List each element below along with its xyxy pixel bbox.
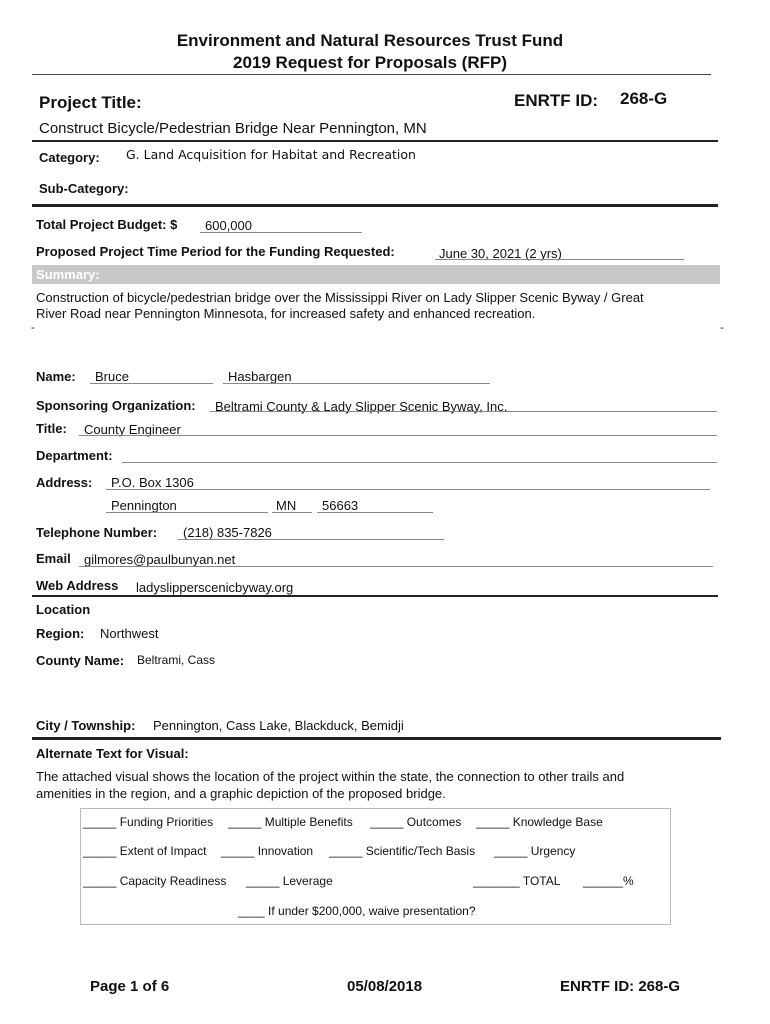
- score-urgency: _____ Urgency: [494, 844, 576, 858]
- score-scientific-basis: _____ Scientific/Tech Basis: [329, 844, 476, 858]
- county-label: County Name:: [36, 653, 125, 668]
- summary-marker-left: -: [31, 322, 35, 334]
- state-value: MN: [276, 498, 297, 513]
- zip-value: 56663: [322, 498, 359, 513]
- title-rule: [32, 140, 718, 142]
- zip-underline: [317, 512, 433, 513]
- address-label: Address:: [36, 475, 93, 490]
- title-value: County Engineer: [84, 422, 181, 437]
- footer-date: 05/08/2018: [347, 978, 423, 995]
- state-underline: [272, 512, 312, 513]
- region-label: Region:: [36, 626, 85, 641]
- name-label: Name:: [36, 369, 76, 384]
- score-innovation: _____ Innovation: [221, 844, 314, 858]
- project-title-value: Construct Bicycle/Pedestrian Bridge Near Pennington, MN: [39, 120, 427, 137]
- budget-label: Total Project Budget: $: [36, 217, 178, 232]
- summary-line-2: River Road near Pennington Minnesota, for increased safety and enhanced recreation.: [36, 306, 536, 321]
- alt-text-label: Alternate Text for Visual:: [36, 746, 189, 761]
- header-rule: [32, 74, 711, 75]
- summary-label: Summary:: [36, 267, 100, 282]
- category-value: G. Land Acquisition for Habitat and Recreation: [126, 147, 416, 162]
- score-funding-priorities: _____ Funding Priorities: [83, 815, 214, 829]
- org-value: Beltrami County & Lady Slipper Scenic Byway, Inc.: [215, 399, 508, 414]
- first-name-underline: [90, 383, 213, 384]
- subcategory-label: Sub-Category:: [39, 181, 129, 196]
- category-label: Category:: [39, 150, 100, 165]
- region-value: Northwest: [100, 626, 159, 641]
- period-value: June 30, 2021 (2 yrs): [439, 246, 562, 261]
- score-outcomes: _____ Outcomes: [370, 815, 462, 829]
- score-multiple-benefits: _____ Multiple Benefits: [228, 815, 353, 829]
- web-value: ladyslipperscenicbyway.org: [136, 580, 294, 595]
- phone-label: Telephone Number:: [36, 525, 158, 540]
- web-label: Web Address: [36, 578, 119, 593]
- city-underline: [106, 512, 268, 513]
- score-capacity-readiness: _____ Capacity Readiness: [83, 874, 227, 888]
- summary-bar: [32, 265, 720, 284]
- footer-page-number: Page 1 of 6: [90, 978, 170, 995]
- doc-subtitle: 2019 Request for Proposals (RFP): [233, 53, 507, 72]
- address-line-value: P.O. Box 1306: [111, 475, 194, 490]
- email-value: gilmores@paulbunyan.net: [84, 552, 236, 567]
- score-waive-presentation: ____ If under $200,000, waive presentation?: [238, 904, 476, 918]
- department-label: Department:: [36, 448, 113, 463]
- web-rule: [32, 595, 718, 597]
- org-underline: [210, 411, 717, 412]
- first-name-value: Bruce: [95, 369, 129, 384]
- budget-value: 600,000: [205, 218, 252, 233]
- org-label: Sponsoring Organization:: [36, 398, 196, 413]
- footer-enrtf-id: ENRTF ID: 268-G: [560, 978, 681, 995]
- score-total: _______ TOTAL: [473, 874, 561, 888]
- last-name-value: Hasbargen: [228, 369, 292, 384]
- city-township-label: City / Township:: [36, 718, 136, 733]
- category-rule: [32, 204, 718, 207]
- score-percent: ______%: [583, 874, 634, 888]
- phone-underline: [178, 539, 444, 540]
- city-value: Pennington: [111, 498, 177, 513]
- title-label: Title:: [36, 421, 67, 436]
- alt-text-line-1: The attached visual shows the location of the project within the state, the connection to other trails and: [36, 769, 625, 784]
- alt-text-line-2: amenities in the region, and a graphic depiction of the proposed bridge.: [36, 786, 446, 801]
- summary-marker-right: -: [720, 322, 724, 334]
- title-underline: [79, 435, 717, 436]
- phone-value: (218) 835-7826: [183, 525, 272, 540]
- county-value: Beltrami, Cass: [137, 653, 216, 667]
- last-name-underline: [223, 383, 490, 384]
- department-underline: [122, 462, 717, 463]
- enrtf-id-value: 268-G: [620, 89, 668, 108]
- enrtf-id-label: ENRTF ID:: [514, 91, 599, 110]
- email-label: Email: [36, 551, 71, 566]
- score-knowledge-base: _____ Knowledge Base: [476, 815, 603, 829]
- doc-title: Environment and Natural Resources Trust Fund: [176, 31, 564, 50]
- city-township-value: Pennington, Cass Lake, Blackduck, Bemidji: [153, 718, 404, 733]
- location-rule: [32, 737, 721, 740]
- email-underline: [79, 566, 713, 567]
- period-underline: [435, 259, 684, 260]
- location-heading: Location: [36, 602, 91, 617]
- score-leverage: _____ Leverage: [246, 874, 333, 888]
- score-extent-of-impact: _____ Extent of Impact: [83, 844, 207, 858]
- summary-line-1: Construction of bicycle/pedestrian bridge over the Mississippi River on Lady Slipper Scenic Byway / Great: [36, 290, 644, 305]
- project-title-label: Project Title:: [39, 93, 142, 112]
- budget-underline: [200, 232, 362, 233]
- period-label: Proposed Project Time Period for the Funding Requested:: [36, 244, 395, 259]
- address-underline: [106, 489, 710, 490]
